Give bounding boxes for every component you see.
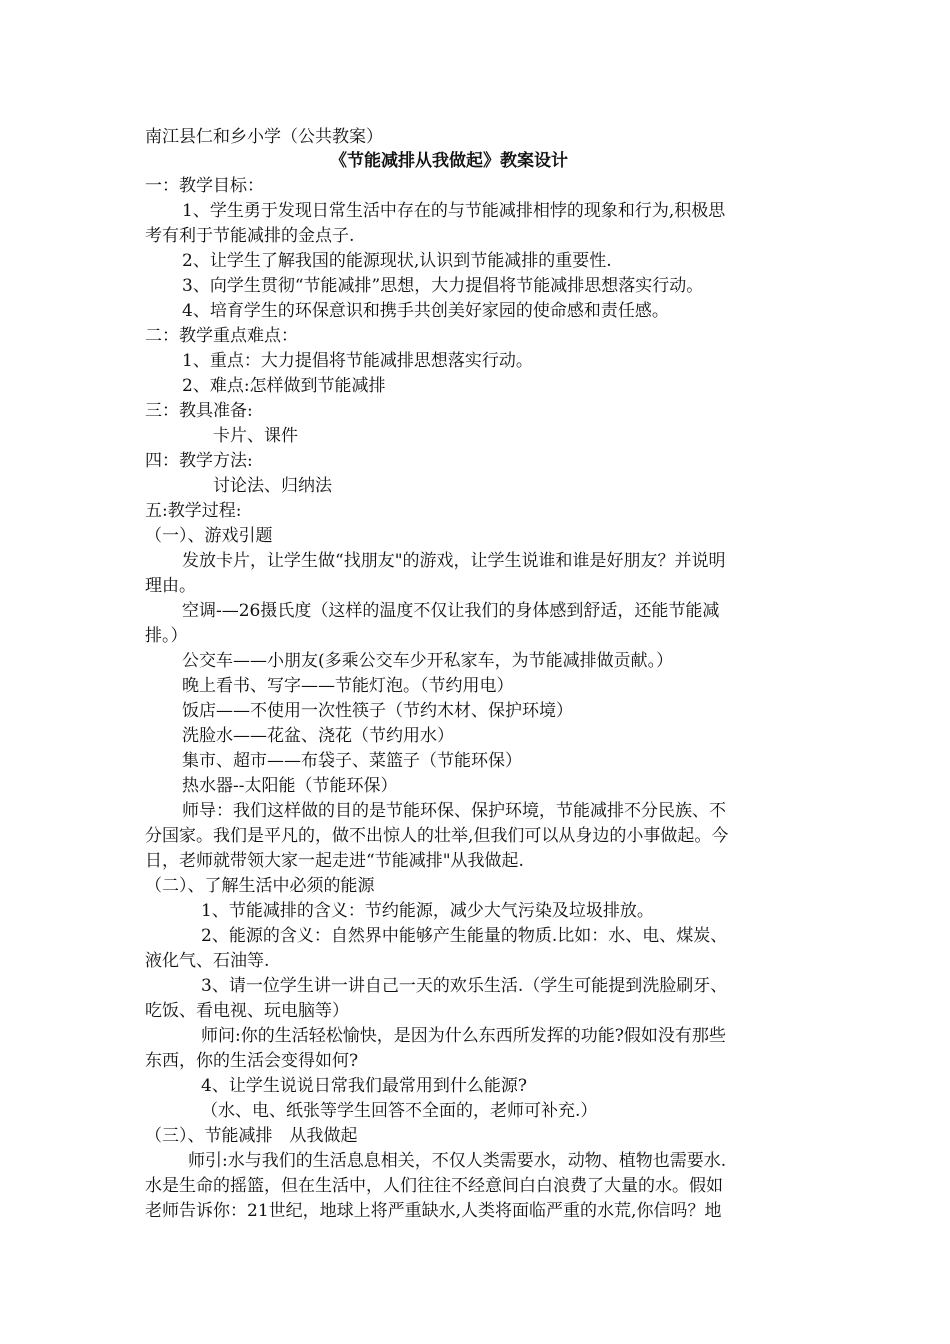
teacher-lead-cont-2: 老师告诉你：21世纪，地球上将严重缺水,人类将面临严重的水荒,你信吗？地 (145, 1201, 722, 1221)
friend-pair-4: 洗脸水——花盆、浇花（节约用水） (182, 726, 454, 746)
part3-heading: （三）、节能减排 从我做起 (145, 1126, 358, 1146)
friend-pair-1: 公交车——小朋友(多乘公交车少开私家车，为节能减排做贡献。） (182, 651, 674, 671)
goal-item-4: 4、培育学生的环保意识和携手共创美好家园的使命感和责任感。 (182, 301, 669, 321)
friend-pair-2: 晚上看书、写字——节能灯泡。（节约用电） (182, 676, 514, 696)
teacher-lead-cont-1: 水是生命的摇篮，但在生活中，人们往往不经意间白白浪费了大量的水。假如 (145, 1176, 723, 1196)
part2-item-3-cont: 吃饭、看电视、玩电脑等） (145, 1001, 349, 1021)
key-point-item-1: 1、重点：大力提倡将节能减排思想落实行动。 (182, 351, 533, 371)
part2-item-4: 4、让学生说说日常我们最常用到什么能源? (201, 1076, 527, 1096)
friend-pair-6: 热水器--太阳能（节能环保） (182, 776, 398, 796)
process-heading: 五:教学过程: (145, 501, 242, 521)
goal-item-2: 2、让学生了解我国的能源现状,认识到节能减排的重要性. (182, 251, 612, 271)
methods-content: 讨论法、归纳法 (213, 476, 332, 496)
goal-item-1: 1、学生勇于发现日常生活中存在的与节能减排相悖的现象和行为,积极思 (182, 201, 726, 221)
teacher-question: 师问:你的生活轻松愉快，是因为什么东西所发挥的功能?假如没有那些 (201, 1026, 726, 1046)
part1-paragraph-2: 空调-—26摄氏度（这样的温度不仅让我们的身体感到舒适，还能节能减 (182, 601, 720, 621)
friend-pair-5: 集市、超市——布袋子、菜篮子（节能环保） (182, 751, 522, 771)
teacher-lead: 师引:水与我们的生活息息相关，不仅人类需要水，动物、植物也需要水. (188, 1151, 727, 1171)
methods-heading: 四：教学方法: (145, 451, 253, 471)
friend-pair-3: 饭店——不使用一次性筷子（节约木材、保护环境） (182, 701, 573, 721)
part1-paragraph-1-cont: 理由。 (145, 576, 196, 596)
part2-item-3: 3、请一位学生讲一讲自己一天的欢乐生活.（学生可能提到洗脸刷牙、 (201, 976, 728, 996)
part2-note: （水、电、纸张等学生回答不全面的，老师可补充.） (201, 1101, 598, 1121)
materials-heading: 三：教具准备: (145, 401, 253, 421)
part1-paragraph-1: 发放卡片，让学生做“找朋友"的游戏，让学生说谁和谁是好朋友？并说明 (182, 551, 726, 571)
part1-heading: （一）、游戏引题 (145, 526, 273, 546)
part1-paragraph-2-cont: 排。） (145, 626, 188, 646)
goal-item-3: 3、向学生贯彻“节能减排”思想，大力提倡将节能减排思想落实行动。 (182, 276, 704, 296)
teacher-guide: 师导：我们这样做的目的是节能环保、保护环境，节能减排不分民族、不 (182, 801, 726, 821)
goal-item-1-cont: 考有利于节能减排的金点子. (145, 226, 355, 246)
teacher-guide-cont-2: 日，老师就带领大家一起走进“节能减排"从我做起. (145, 851, 524, 871)
teacher-guide-cont-1: 分国家。我们是平凡的，做不出惊人的壮举,但我们可以从身边的小事做起。今 (145, 826, 729, 846)
goals-heading: 一：教学目标： (145, 176, 264, 196)
key-points-heading: 二：教学重点难点： (145, 326, 298, 346)
teacher-question-cont: 东西，你的生活会变得如何? (145, 1051, 359, 1071)
part2-item-2-cont: 液化气、石油等. (145, 951, 270, 971)
part2-heading: （二）、了解生活中必须的能源 (145, 876, 375, 896)
key-point-item-2: 2、难点:怎样做到节能减排 (182, 376, 386, 396)
materials-content: 卡片、课件 (213, 426, 298, 446)
school-line: 南江县仁和乡小学（公共教案） (145, 127, 383, 147)
part2-item-2: 2、能源的含义：自然界中能够产生能量的物质.比如：水、电、煤炭、 (201, 926, 728, 946)
document-title: 《节能减排从我做起》教案设计 (330, 151, 568, 171)
part2-item-1: 1、节能减排的含义：节约能源，减少大气污染及垃圾排放。 (201, 901, 654, 921)
